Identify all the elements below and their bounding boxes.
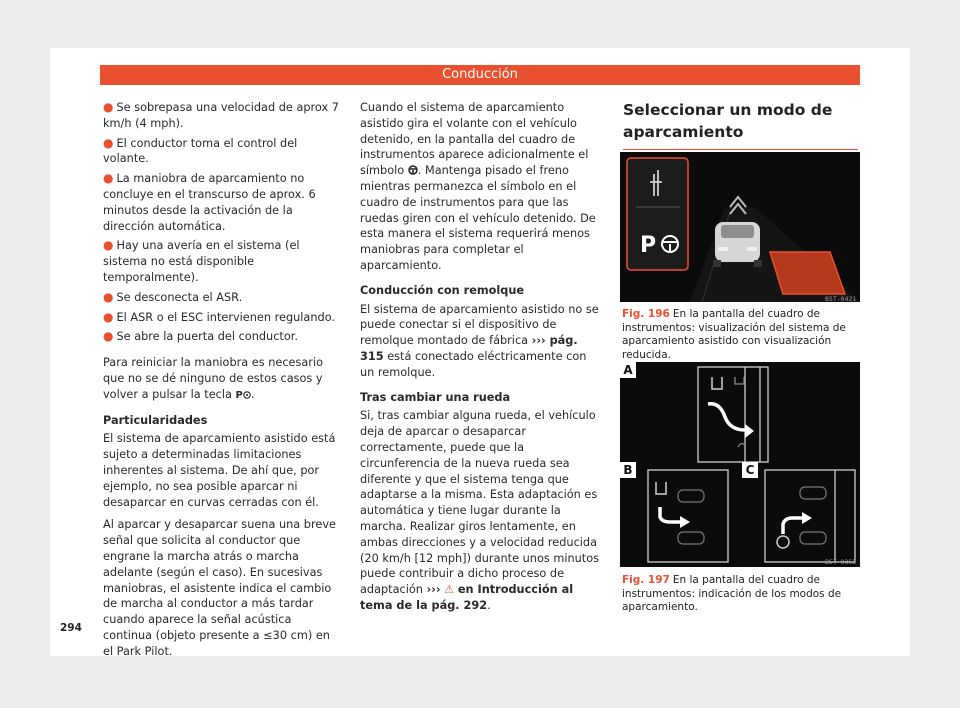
- figure-code: B5T-0352: [825, 558, 857, 566]
- paragraph: El sistema de aparcamiento asistido está sujeto a determinadas limitaciones inherentes al sistema. De ahí que, por ejemplo, no sea posible aparcar ni desaparcar en curvas cerradas con él.: [103, 432, 336, 509]
- figure-196-caption: Fig. 196 En la pantalla del cuadro de instrumentos: visualización del sistema de aparcamiento asistido con visualización reducida.: [622, 308, 846, 361]
- instrument-display-illustration: [620, 152, 860, 302]
- page-reference-link[interactable]: ››› pág. 315: [360, 334, 578, 363]
- figure-196-image: [620, 152, 860, 302]
- figure-code: B5T-0421: [825, 295, 857, 303]
- warning-icon: ⚠: [444, 583, 455, 597]
- list-item: ● Se desconecta el ASR.: [103, 289, 243, 304]
- label-a: A: [623, 363, 633, 377]
- paragraph: Al aparcar y desaparcar suena una breve señal que solicita al conductor que engrane la marcha atrás o marcha adelante (según el caso). En sucesivas maniobras, el asistente indica el cambio de marcha al conductor a más tardar cuando aparece la señal acústica continua (objeto presente a ≤30 cm) en el Park Pilot.: [103, 518, 336, 658]
- bullet-icon: ●: [103, 135, 114, 150]
- paragraph: Si, tras cambiar alguna rueda, el vehículo deja de aparcar o desaparcar correctamente, puede que la circunferencia de la nueva rueda sea diferente y que el sistema tenga que adaptarse a la misma. Esta adaptación es automática y tiene lugar durante la marcha. Realizar giros lentamente, en ambas direcciones y a velocidad reducida (20 km/h [12 mph]) durante unos minutos puede contribuir a dicho proceso de adaptación ››› ⚠ en Introducción al tema de la pág. 292.: [360, 409, 600, 612]
- bullet-icon: ●: [103, 100, 114, 114]
- column-left: [103, 100, 341, 667]
- bullet-icon: ●: [103, 309, 114, 324]
- paragraph: El sistema de aparcamiento asistido no se puede conectar si el dispositivo de remolque montado de fábrica ››› pág. 315 está conectado eléctricamente con un remolque.: [360, 302, 599, 379]
- bullet-icon: ●: [103, 329, 114, 344]
- subheading: Conducción con remolque: [360, 283, 525, 297]
- list-item: ● El conductor toma el control del volante.: [103, 135, 298, 166]
- svg-text:P: P: [640, 233, 657, 258]
- list-item: ● Se abre la puerta del conductor.: [103, 329, 298, 344]
- label-c: C: [745, 463, 755, 477]
- figure-197-caption: Fig. 197 En la pantalla del cuadro de instrumentos: indicación de los modos de aparcamiento.: [622, 574, 842, 613]
- list-item: ● La maniobra de aparcamiento no concluye en el transcurso de aprox. 6 minutos desde la activación de la dirección automática.: [103, 171, 316, 233]
- subheading: Particularidades: [103, 413, 208, 427]
- paragraph: Cuando el sistema de aparcamiento asistido gira el volante con el vehículo detenido, en la pantalla del cuadro de instrumentos aparece adicionalmente el símbolo . Mantenga pisado el freno mientras permanezca el símbolo en el cuadro de instrumentos para que las ruedas giren con el vehículo detenido. De esta manera el sistema requerirá menos maniobras para completar el aparcamiento.: [360, 101, 596, 272]
- column-middle: [360, 100, 602, 621]
- page-number: 294: [60, 622, 82, 634]
- section-title: Seleccionar un modo de aparcamiento: [623, 99, 858, 150]
- parking-modes-illustration: [620, 362, 860, 567]
- label-b: B: [623, 463, 633, 477]
- bullet-icon: ●: [103, 289, 114, 304]
- subheading: Tras cambiar una rueda: [360, 390, 511, 404]
- list-item: ● El ASR o el ESC intervienen regulando.: [103, 309, 335, 324]
- figure-197-image: [620, 362, 860, 567]
- list-item: ● Se sobrepasa una velocidad de aprox 7 km/h (4 mph).: [103, 100, 339, 130]
- list-item: ● Hay una avería en el sistema (el sistema no está disponible temporalmente).: [103, 238, 300, 284]
- reset-paragraph: Para reiniciar la maniobra es necesario que no se dé ninguno de estos casos y volver a pulsar la tecla P .: [103, 356, 323, 401]
- steering-wheel-icon: [408, 164, 418, 177]
- park-assist-key-icon: P: [236, 390, 251, 401]
- page-reference-link[interactable]: en Introducción al tema de la pág. 292: [360, 583, 574, 612]
- chapter-header: Conducción: [100, 65, 860, 85]
- bullet-icon: ●: [103, 238, 114, 253]
- bullet-icon: ●: [103, 171, 114, 186]
